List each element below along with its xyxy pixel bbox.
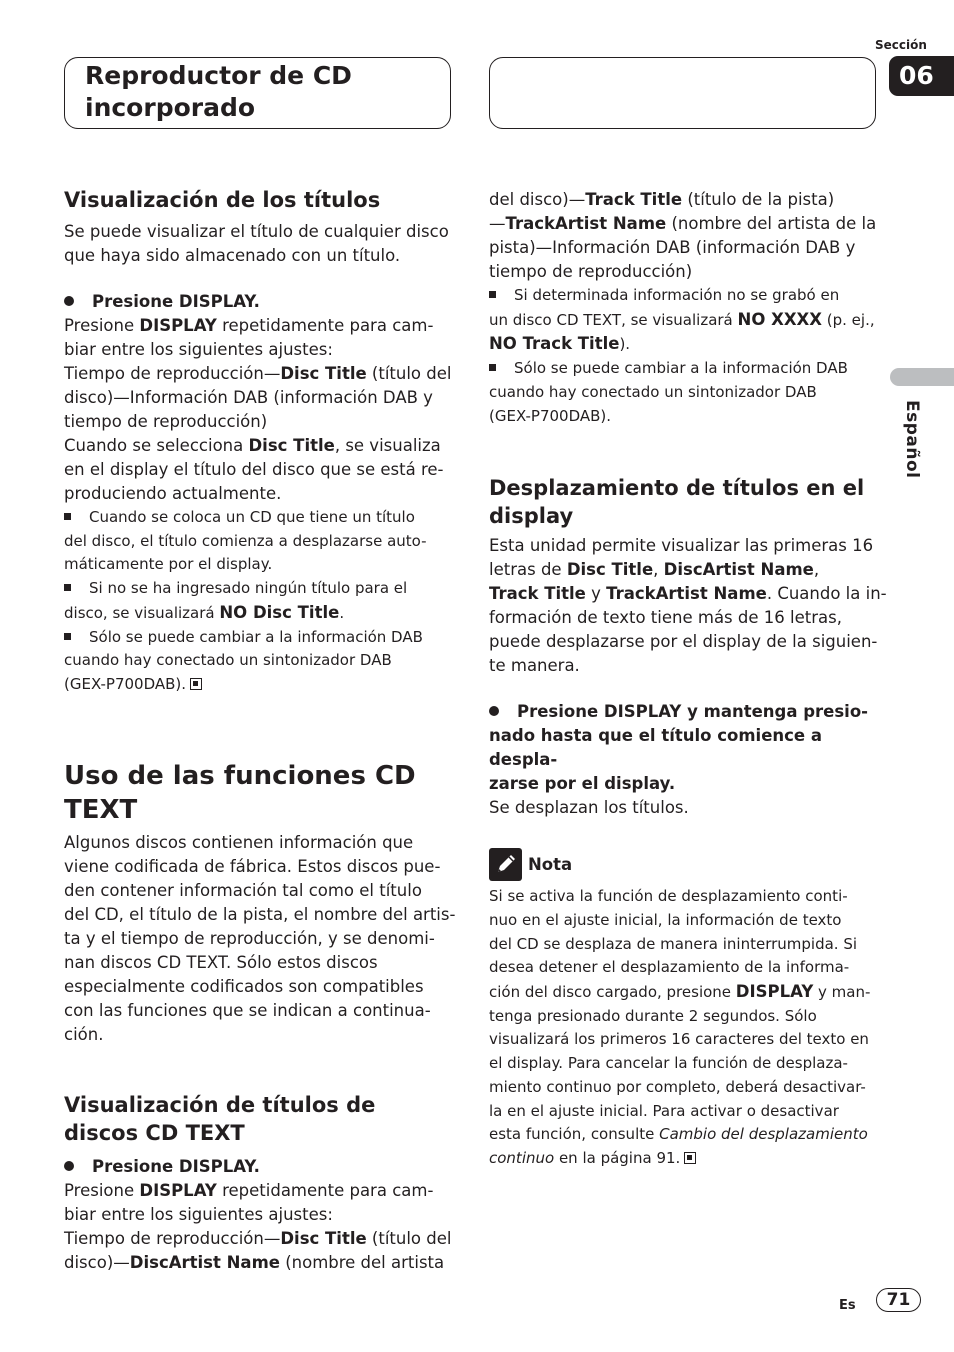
text-line <box>64 601 464 626</box>
note-item <box>64 506 464 530</box>
text-run: un disco CD TEXT, se visualizará <box>489 310 738 329</box>
text-run: (GEX-P700DAB). <box>64 674 187 693</box>
text-line: la en el ajuste inicial. Para activar o desactivar <box>489 1101 839 1120</box>
chapter-title <box>85 60 352 124</box>
text-line: te manera. <box>489 656 580 676</box>
text-run: repetidamente para cam- <box>216 1180 434 1200</box>
text-run: Tiempo de reproducción— <box>64 1228 281 1248</box>
section-heading-title-display: Visualización de los títulos <box>64 188 381 212</box>
text-line: puede desplazarse por el display de la siguien- <box>489 632 878 652</box>
text-run: (título del <box>366 1228 452 1248</box>
text-run: Presione <box>64 1180 140 1200</box>
bullet-icon <box>64 296 74 306</box>
text-line <box>64 314 464 338</box>
heading-line: discos CD TEXT <box>64 1120 245 1145</box>
text-run: esta función, consulte <box>489 1125 660 1144</box>
text-line <box>489 308 889 333</box>
heading-line: Visualización de títulos de <box>64 1092 376 1117</box>
text-run: disco, se visualizará <box>64 603 220 622</box>
step-line: zarse por el display. <box>489 774 676 794</box>
step-text: Presione DISPLAY y mantenga presio- <box>517 702 869 722</box>
text-run: Cuando se selecciona <box>64 436 249 455</box>
text-line: del disco, el título comienza a desplazarse auto- <box>64 531 427 550</box>
text-line: que haya sido almacenado con un título. <box>64 246 401 265</box>
header-right-box <box>489 57 876 129</box>
text-line: tiempo de reproducción) <box>489 262 693 281</box>
text-line: del CD se desplaza de manera ininterrumpida. Si <box>489 934 858 953</box>
text-run: , <box>813 560 820 580</box>
text-run: repetidamente para cam- <box>216 316 434 335</box>
text-run: (título del <box>366 364 452 383</box>
text-run: , <box>653 560 664 580</box>
paragraph <box>64 831 464 1047</box>
square-bullet-icon <box>64 633 71 640</box>
pencil-icon-svg <box>492 851 519 878</box>
square-bullet-icon <box>64 513 71 520</box>
note-item <box>64 577 464 601</box>
text-run: — <box>489 214 506 233</box>
text-line: máticamente por el display. <box>64 555 273 574</box>
text-line: biar entre los siguientes ajustes: <box>64 340 333 359</box>
square-bullet-icon <box>64 584 71 591</box>
note-header <box>489 848 889 881</box>
text-line <box>489 188 889 212</box>
text-line: desea detener el desplazamiento de la informa- <box>489 958 850 977</box>
text-run: Si determinada información no se grabó en <box>514 286 840 304</box>
page-number: 71 <box>876 1288 921 1312</box>
text-line: cuando hay conectado un sintonizador DAB <box>489 382 817 401</box>
note-title: Nota <box>528 854 573 874</box>
text-line: Esta unidad permite visualizar las primeras 16 <box>489 536 874 556</box>
text-run: disco)— <box>64 1252 130 1272</box>
text-run-bold: DiscArtist Name <box>129 1252 280 1272</box>
text-line <box>489 1123 889 1147</box>
section-heading-cd-text: Uso de las funciones CD TEXT <box>64 760 416 825</box>
text-run: Sólo se puede cambiar a la información DAB <box>89 627 423 646</box>
text-line: Se puede visualizar el título de cualquier disco <box>64 222 449 241</box>
step-instruction <box>489 700 889 796</box>
text-line <box>489 558 889 582</box>
text-line: cuando hay conectado un sintonizador DAB <box>64 651 392 670</box>
text-line: ción. <box>64 1024 104 1044</box>
note-item <box>64 626 464 650</box>
step-text: Presione DISPLAY. <box>92 292 260 311</box>
end-mark-icon <box>684 1152 696 1164</box>
language-label: Español <box>902 400 922 479</box>
notes-list <box>489 284 889 428</box>
text-line: den contener información tal como el título <box>64 880 422 900</box>
text-run: del disco)— <box>489 190 586 209</box>
text-run-bold: DiscArtist Name <box>663 560 814 580</box>
text-line: especialmente codificados son compatibles <box>64 976 424 996</box>
text-run: en la página 91. <box>554 1148 681 1167</box>
text-line <box>489 212 889 236</box>
notes-list <box>64 506 464 697</box>
footer-lang-code: Es <box>839 1298 856 1313</box>
step-line <box>489 700 889 724</box>
text-line <box>64 1179 464 1203</box>
text-line: (GEX-P700DAB). <box>489 406 612 425</box>
text-line <box>489 582 889 606</box>
text-run: ción del disco cargado, presione <box>489 983 736 1002</box>
text-run-bold: TrackArtist Name <box>505 214 667 233</box>
text-run-bold: NO Disc Title <box>219 602 340 622</box>
text-run: ). <box>619 335 631 354</box>
square-bullet-icon <box>489 291 496 298</box>
section-heading-scroll-titles <box>489 474 889 530</box>
text-line <box>64 1251 464 1275</box>
text-line: el display. Para cancelar la función de desplaza- <box>489 1054 848 1073</box>
text-line: tenga presionado durante 2 segundos. Sólo <box>489 1006 817 1025</box>
step-result: Se desplazan los títulos. <box>489 798 689 818</box>
text-run-bold: Disc Title <box>248 436 335 455</box>
text-run: (nombre del artista de la <box>666 214 877 233</box>
text-line: tiempo de reproducción) <box>64 412 268 431</box>
heading-line: display <box>489 504 574 529</box>
text-line: biar entre los siguientes ajustes: <box>64 1204 333 1224</box>
text-run-bold: TrackArtist Name <box>606 584 767 604</box>
text-run-bold: Disc Title <box>566 560 654 580</box>
text-line: pista)—Información DAB (información DAB y <box>489 238 856 257</box>
text-run: y <box>585 584 607 604</box>
text-run-bold: Track Title <box>585 190 683 209</box>
text-run: Cuando se coloca un CD que tiene un título <box>89 508 415 526</box>
text-run-bold: Disc Title <box>280 364 367 383</box>
text-run-bold: NO XXXX <box>737 309 822 329</box>
text-line <box>64 434 464 458</box>
language-tab <box>890 368 954 386</box>
text-run-bold: Disc Title <box>280 1228 367 1248</box>
text-line: produciendo actualmente. <box>64 484 282 503</box>
text-line: del CD, el título de la pista, el nombre del artis- <box>64 904 456 924</box>
cross-reference-link[interactable]: continuo <box>489 1148 555 1167</box>
text-run: letras de <box>489 560 567 580</box>
section-number-tab: 06 <box>889 56 954 96</box>
cross-reference-link[interactable]: Cambio del desplazamiento <box>659 1125 868 1144</box>
text-run: . Cuando la in- <box>766 584 887 604</box>
text-run: (p. ej., <box>822 310 875 329</box>
text-run-bold: NO Track Title <box>489 334 620 354</box>
chapter-title-line2: incorporado <box>85 93 256 122</box>
section-label: Sección <box>875 38 927 52</box>
heading-line: Desplazamiento de títulos en el <box>489 476 865 501</box>
step-instruction <box>64 290 464 314</box>
paragraph <box>489 188 889 284</box>
bullet-icon <box>64 1161 74 1171</box>
text-line: disco)—Información DAB (información DAB y <box>64 388 433 407</box>
text-run: (título de la pista) <box>682 190 835 209</box>
text-run: Si no se ha ingresado ningún título para el <box>89 579 408 598</box>
text-run: Presione <box>64 316 140 335</box>
text-line: viene codificada de fábrica. Estos discos pue- <box>64 856 441 876</box>
end-mark-icon <box>190 678 202 690</box>
text-line: formación de texto tiene más de 16 letras, <box>489 608 842 628</box>
text-line: visualizará los primeros 16 caracteres del texto en <box>489 1030 869 1049</box>
text-line <box>489 332 889 357</box>
text-run: Tiempo de reproducción— <box>64 364 281 383</box>
step-line: nado hasta que el título comience a despla- <box>489 726 822 770</box>
text-line <box>64 673 464 697</box>
right-column <box>489 188 889 1171</box>
text-run: . <box>339 603 345 622</box>
text-line <box>64 1227 464 1251</box>
text-run: Sólo se puede cambiar a la información DAB <box>514 359 848 378</box>
text-run: y man- <box>813 983 871 1002</box>
text-run: , se visualiza <box>334 436 441 455</box>
text-line: con las funciones que se indican a continua- <box>64 1000 431 1020</box>
step-text: Presione DISPLAY. <box>92 1156 260 1176</box>
text-line: en el display el título del disco que se está re- <box>64 460 444 479</box>
note-body <box>489 885 889 1170</box>
section-heading-cd-text-titles <box>64 1091 464 1147</box>
text-line <box>489 980 889 1005</box>
paragraph <box>64 314 464 506</box>
text-run-bold: DISPLAY <box>139 316 217 335</box>
text-line: nan discos CD TEXT. Sólo estos discos <box>64 952 378 972</box>
text-run: (nombre del artista <box>279 1252 445 1272</box>
square-bullet-icon <box>489 364 496 371</box>
text-line: miento continuo por completo, deberá desactivar- <box>489 1077 866 1096</box>
note-item <box>489 284 889 308</box>
text-line: Si se activa la función de desplazamiento conti- <box>489 887 848 906</box>
paragraph <box>64 1179 464 1275</box>
text-run-bold: DISPLAY <box>735 982 814 1002</box>
paragraph <box>489 534 889 678</box>
text-line: nuo en el ajuste inicial, la información de texto <box>489 910 842 929</box>
text-run-bold: Track Title <box>489 584 586 604</box>
text-line <box>489 1147 889 1171</box>
step-instruction <box>64 1155 464 1179</box>
left-column <box>64 186 464 1275</box>
note-pencil-icon <box>489 848 522 881</box>
note-item <box>489 357 889 381</box>
bullet-icon <box>489 706 499 716</box>
text-run-bold: DISPLAY <box>139 1180 217 1200</box>
text-line <box>64 362 464 386</box>
chapter-title-line1: Reproductor de CD <box>85 61 352 90</box>
paragraph <box>64 220 464 268</box>
text-line: ta y el tiempo de reproducción, y se denomi- <box>64 928 435 948</box>
text-line: Algunos discos contienen información que <box>64 832 414 852</box>
